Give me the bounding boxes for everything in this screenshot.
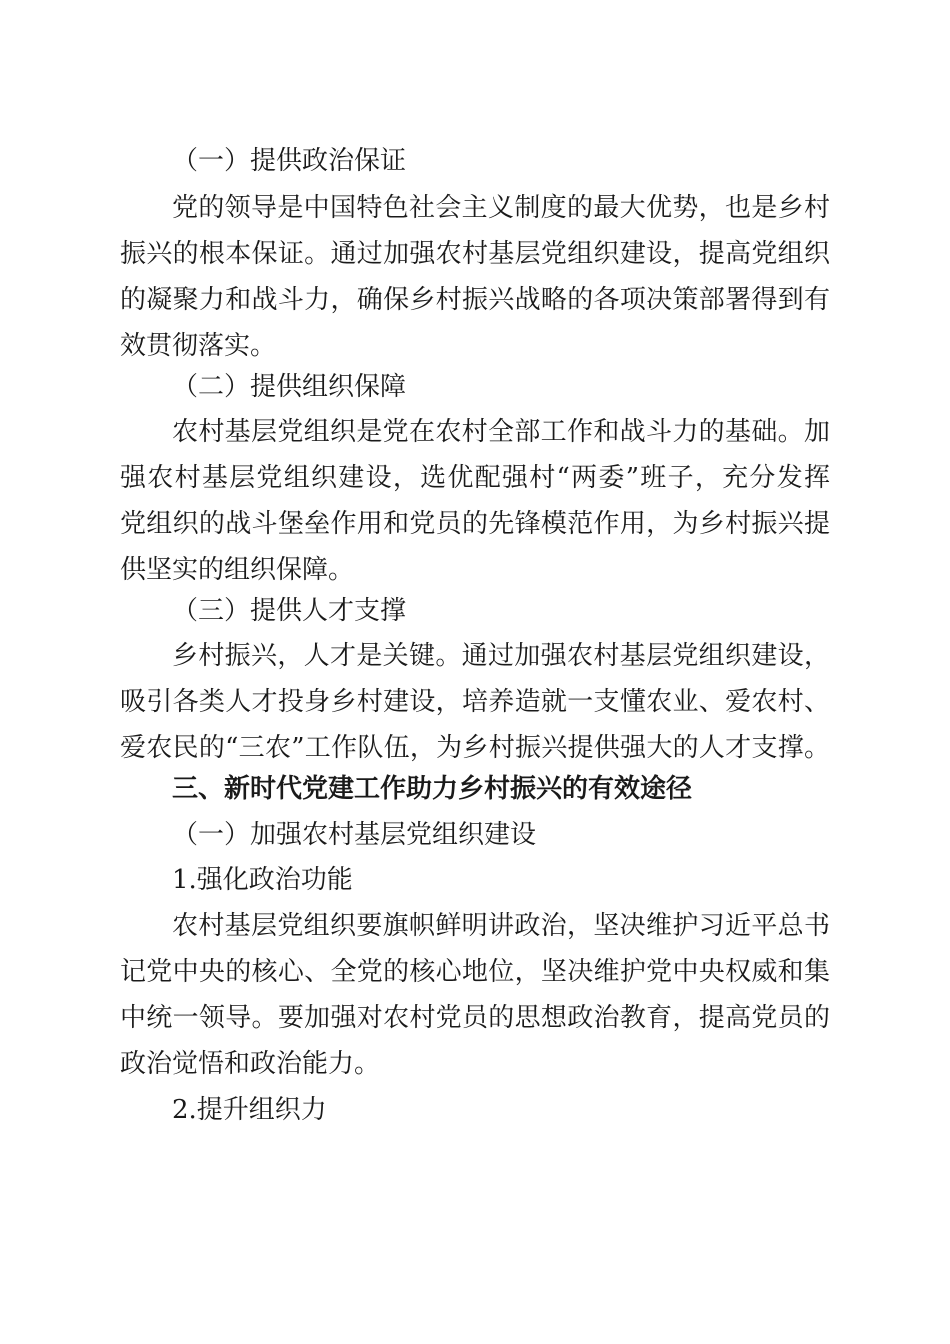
paragraph-line: 效贯彻落实。 [120,331,277,361]
paragraph-line: 乡村振兴，人才是关键。通过加强农村基层党组织建设， [172,641,830,671]
item-heading-organizational-power: 2.提升组织力 [172,1095,327,1125]
paragraph-line: 党的领导是中国特色社会主义制度的最大优势，也是乡村 [172,193,830,223]
paragraph-line: 农村基层党组织要旗帜鲜明讲政治，坚决维护习近平总书 [172,911,830,941]
paragraph-line: 爱农民的“三农”工作队伍，为乡村振兴提供强大的人才支撑。 [120,733,830,763]
paragraph-line: 的凝聚力和战斗力，确保乡村振兴战略的各项决策部署得到有 [120,285,830,315]
paragraph-line: 农村基层党组织是党在农村全部工作和战斗力的基础。加 [172,417,830,447]
subheading-strengthen-party-organization: （一）加强农村基层党组织建设 [172,820,537,850]
paragraph-line: 强农村基层党组织建设，选优配强村“两委”班子，充分发挥 [120,463,830,493]
subheading-political-guarantee: （一）提供政治保证 [172,146,407,176]
paragraph-line: 记党中央的核心、全党的核心地位，坚决维护党中央权威和集 [120,957,830,987]
paragraph-line: 供坚实的组织保障。 [120,555,355,585]
section-heading: 三、新时代党建工作助力乡村振兴的有效途径 [172,774,693,804]
item-heading-political-function: 1.强化政治功能 [172,865,353,895]
paragraph-line: 政治觉悟和政治能力。 [120,1049,381,1079]
paragraph-line: 吸引各类人才投身乡村建设，培养造就一支懂农业、爱农村、 [120,687,830,717]
paragraph-line: 中统一领导。要加强对农村党员的思想政治教育，提高党员的 [120,1003,830,1033]
subheading-organizational-guarantee: （二）提供组织保障 [172,372,407,402]
paragraph-line: 振兴的根本保证。通过加强农村基层党组织建设，提高党组织 [120,239,830,269]
paragraph-line: 党组织的战斗堡垒作用和党员的先锋模范作用，为乡村振兴提 [120,509,830,539]
subheading-talent-support: （三）提供人才支撑 [172,596,407,626]
